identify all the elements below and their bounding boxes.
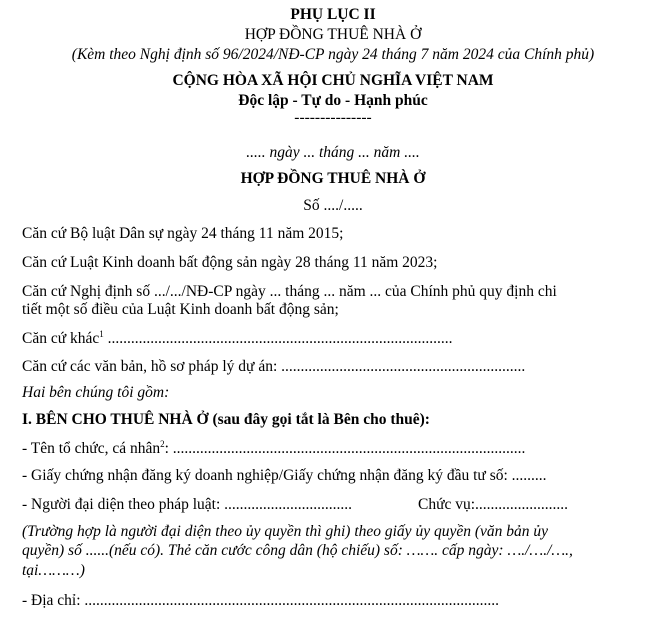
date-line: ..... ngày ... tháng ... năm .... [246, 144, 420, 161]
authorized-line1: (Trường hợp là người đại diện theo ủy quyền thì ghi) theo giấy ủy quyền (văn bản ủy [22, 523, 549, 540]
contract-number: Số ..../..... [303, 197, 363, 214]
footnote-1: 1 [99, 328, 104, 339]
decree-note: (Kèm theo Nghị định số 96/2024/NĐ-CP ngày 24 tháng 7 năm 2024 của Chính phủ) [71, 46, 595, 63]
basis-real-estate-law: Căn cứ Luật Kinh doanh bất động sản ngày 28 tháng 11 năm 2023; [22, 254, 438, 271]
basis-documents: Căn cứ các văn bản, hồ sơ pháp lý dự án: ............................................................... [22, 358, 526, 375]
org-name-dots: : ........................................................................................... [164, 440, 526, 457]
appendix-title: PHỤ LỤC II [290, 6, 376, 23]
contract-type: HỢP ĐỒNG THUÊ NHÀ Ở [244, 26, 422, 43]
country-name: CỘNG HÒA XÃ HỘI CHỦ NGHĨA VIỆT NAM [172, 72, 494, 89]
org-name-line [22, 440, 525, 458]
position-line: Chức vụ:........................ [418, 496, 569, 513]
contract-title: HỢP ĐỒNG THUÊ NHÀ Ở [240, 170, 426, 187]
basis-other-dots: ......................................................................................... [103, 330, 453, 347]
separator: --------------- [294, 109, 372, 126]
basis-decree-line1: Căn cứ Nghị định số .../.../NĐ-CP ngày ... tháng ... năm ... của Chính phủ quy định chi [22, 283, 557, 300]
basis-decree-line2: tiết một số điều của Luật Kinh doanh bất động sản; [22, 301, 339, 318]
section1-heading: I. BÊN CHO THUÊ NHÀ Ở (sau đây gọi tắt là Bên cho thuê): [22, 411, 430, 428]
basis-civil-code: Căn cứ Bộ luật Dân sự ngày 24 tháng 11 năm 2015; [22, 225, 344, 242]
motto: Độc lập - Tự do - Hạnh phúc [238, 92, 428, 109]
authorized-line3: tại………) [22, 562, 85, 579]
authorized-line2: quyền) số ......(nếu có). Thẻ căn cước công dân (hộ chiếu) số: ……. cấp ngày: …./…./…., [22, 542, 573, 559]
representative-line: - Người đại diện theo pháp luật: ................................. [22, 496, 352, 513]
footnote-2: 2 [160, 438, 165, 449]
basis-other-label: Căn cứ khác [22, 330, 100, 347]
certificate-line: - Giấy chứng nhận đăng ký doanh nghiệp/Giấy chứng nhận đăng ký đầu tư số: ......... [22, 467, 547, 484]
address-line: - Địa chỉ: ........................................................................................................... [22, 592, 500, 609]
org-name-label: - Tên tổ chức, cá nhân [22, 440, 161, 457]
parties-intro: Hai bên chúng tôi gồm: [22, 384, 170, 401]
basis-other [22, 330, 453, 348]
